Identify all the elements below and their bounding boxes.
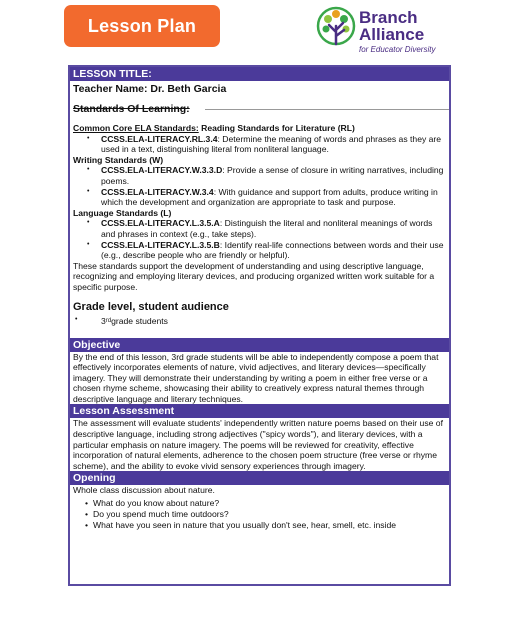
standard-item: • CCSS.ELA-LITERACY.W.3.4: With guidance and support from adults, produce writing in which the development and organization are appropriate to task and purpose.: [87, 187, 446, 208]
common-core-rest: Reading Standards for Literature (RL): [198, 123, 355, 133]
standard-item: • CCSS.ELA-LITERACY.RL.3.4: Determine the meaning of words and phrases as they are used in a text, distinguishing literal from nonliteral language.: [87, 134, 446, 155]
standard-item: • CCSS.ELA-LITERACY.L.3.5.B: Identify real-life connections between words and their use (e.g., describe people who are friendly or helpful).: [87, 240, 446, 261]
opening-questions: [73, 498, 446, 531]
standards-summary: These standards support the development of understanding and using descriptive language, recognizing and employing literary devices, and producing organized written work suitable for a specific purpose.: [73, 260, 435, 292]
opening-bar: Opening: [70, 471, 449, 485]
writing-section: [73, 155, 446, 208]
lesson-plan-button[interactable]: Lesson Plan: [64, 5, 220, 47]
language-section: [73, 208, 446, 261]
logo-tagline: for Educator Diversity: [359, 45, 436, 54]
logo-line-1: Branch: [359, 8, 418, 27]
common-core-section: [73, 123, 446, 155]
writing-heading: Writing Standards (W): [73, 154, 164, 165]
opening-intro: Whole class discussion about nature.: [73, 485, 215, 496]
grade-item: • 3ʳᵈgrade students: [75, 315, 168, 326]
standards-heading: Standards Of Learning:: [73, 103, 446, 116]
question-item: • What have you seen in nature that you usually don't see, hear, smell, etc. inside: [85, 520, 446, 531]
objective-text: By the end of this lesson, 3rd grade students will be able to independently compose a poem that effectively incorporates elements of nature, vivid adjectives, and literary devices—specifically imagery. They will demonstrate their understanding by writing a poem in either free verse or a chosen rhyme scheme, showcasing their ability to creatively express natural themes through descriptive language and literary techniques.: [73, 351, 439, 404]
standard-item: • CCSS.ELA-LITERACY.L.3.5.A: Distinguish the literal and nonliteral meanings of words and phrases in context (e.g., take steps).: [87, 218, 446, 239]
language-heading: Language Standards (L): [73, 207, 172, 218]
grade-heading: Grade level, student audience: [73, 300, 229, 313]
objective-bar: Objective: [70, 338, 449, 352]
question-item: • What do you know about nature?: [85, 498, 446, 509]
assessment-bar: Lesson Assessment: [70, 404, 449, 418]
lesson-title-bar: LESSON TITLE:: [70, 67, 449, 81]
lesson-plan-document: [68, 65, 451, 586]
teacher-name: Teacher Name: Dr. Beth Garcia: [73, 83, 227, 95]
assessment-text: The assessment will evaluate students' independently written nature poems based on their use of descriptive language, including strong adjectives ("spicy words"), and literary devices, with a particular emphasis on nature imagery. The poems will be reviewed for creativity, effective incorporation of natural elements, adherence to the chosen poem structure (free verse or rhyme scheme), and the ability to evoke vivid sensory experiences through imagery.: [73, 418, 443, 471]
standard-item: • CCSS.ELA-LITERACY.W.3.3.D: Provide a sense of closure in writing narratives, including poems.: [87, 165, 446, 186]
common-core-label: Common Core ELA Standards:: [73, 123, 199, 133]
branch-alliance-logo: [316, 6, 476, 56]
tree-icon: [316, 6, 356, 56]
question-item: • Do you spend much time outdoors?: [85, 509, 446, 520]
logo-line-2: Alliance: [359, 25, 425, 44]
